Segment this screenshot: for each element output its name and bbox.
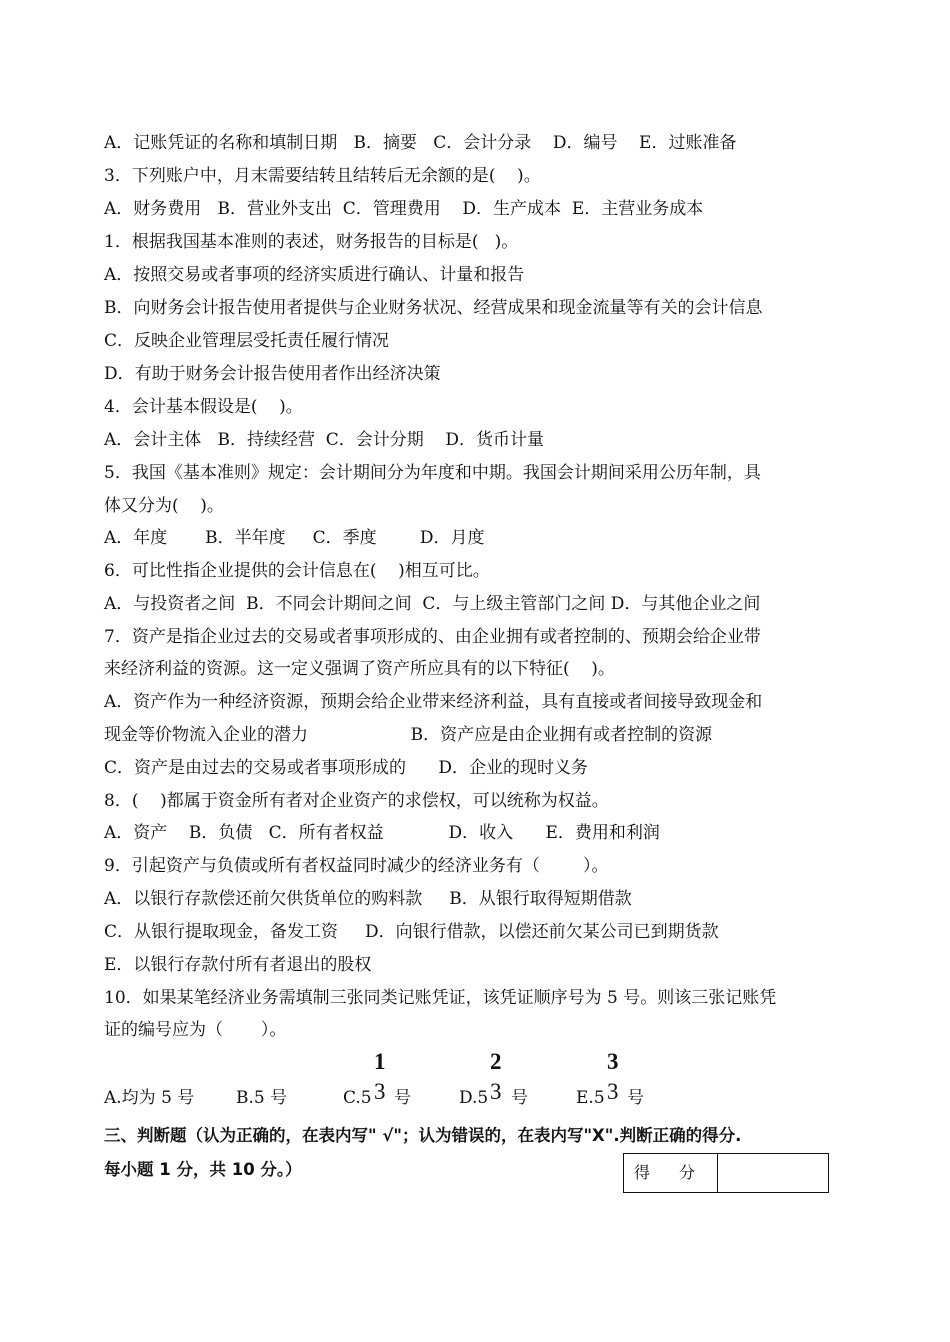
question-5-options: A．年度 B．半年度 C．季度 D．月度: [104, 528, 485, 548]
q10-option-b: B.5 号: [236, 1088, 288, 1108]
score-label: 得 分: [624, 1154, 718, 1192]
question-1: 1．根据我国基本准则的表述，财务报告的目标是( )。: [104, 232, 519, 252]
question-7-option-a: A．资产作为一种经济资源，预期会给企业带来经济利益，具有直接或者间接导致现金和: [104, 692, 763, 712]
question-9-option-c: C．从银行提取现金，备发工资 D．向银行借款，以偿还前欠某公司已到期货款: [104, 922, 719, 942]
question-9: 9．引起资产与负债或所有者权益同时减少的经济业务有（ ）。: [104, 856, 609, 876]
question-9-option-a: A．以银行存款偿还前欠供货单位的购料款 B．从银行取得短期借款: [104, 889, 632, 909]
question-6: 6．可比性指企业提供的会计信息在( )相互可比。: [104, 561, 490, 581]
text-line-1: A．记账凭证的名称和填制日期 B．摘要 C．会计分录 D．编号 E．过账准备: [104, 133, 737, 153]
q10-option-e-prefix: E.5: [576, 1088, 605, 1108]
question-7: 7．资产是指企业过去的交易或者事项形成的、由企业拥有或者控制的、预期会给企业带: [104, 627, 761, 647]
question-3-options: A．财务费用 B．营业外支出 C．管理费用 D．生产成本 E．主营业务成本: [104, 199, 704, 219]
q10-option-e-denominator: 3: [607, 1079, 619, 1104]
question-5-cont: 体又分为( )。: [104, 496, 224, 516]
section-3-subtitle: 每小题 1 分，共 10 分。）: [104, 1160, 302, 1179]
question-7-option-c: C．资产是由过去的交易或者事项形成的 D．企业的现时义务: [104, 758, 589, 778]
score-value-cell[interactable]: [718, 1154, 828, 1192]
q10-option-d-numerator: 2: [490, 1049, 502, 1074]
q10-option-c-prefix: C.5: [343, 1088, 372, 1108]
question-7-option-a-cont: 现金等价物流入企业的潜力 B．资产应是由企业拥有或者控制的资源: [104, 725, 713, 745]
question-4: 4．会计基本假设是( )。: [104, 397, 303, 417]
q10-option-a: A.均为 5 号: [104, 1088, 195, 1108]
question-5: 5．我国《基本准则》规定：会计期间分为年度和中期。我国会计期间采用公历年制，具: [104, 463, 761, 483]
question-4-options: A．会计主体 B．持续经营 C．会计分期 D．货币计量: [104, 430, 545, 450]
q10-option-c-denominator: 3: [374, 1079, 386, 1104]
q10-option-c-numerator: 1: [374, 1049, 386, 1074]
question-10-cont: 证的编号应为（ ）。: [104, 1020, 287, 1040]
question-1-option-c: C．反映企业管理层受托责任履行情况: [104, 331, 390, 351]
score-box: [623, 1153, 829, 1193]
question-8: 8．( )都属于资金所有者对企业资产的求偿权，可以统称为权益。: [104, 791, 609, 811]
q10-option-e-suffix: 号: [627, 1088, 644, 1108]
question-9-option-e: E．以银行存款付所有者退出的股权: [104, 955, 372, 975]
section-3-title: 三、判断题（认为正确的，在表内写" √"；认为错误的，在表内写"X".判断正确的得分.: [104, 1126, 742, 1145]
q10-option-d-suffix: 号: [511, 1088, 528, 1108]
question-8-options: A．资产 B．负债 C．所有者权益 D．收入 E．费用和利润: [104, 823, 660, 843]
q10-option-c-suffix: 号: [394, 1088, 411, 1108]
question-1-option-b: B．向财务会计报告使用者提供与企业财务状况、经营成果和现金流量等有关的会计信息: [104, 298, 763, 318]
q10-option-d-denominator: 3: [490, 1079, 502, 1104]
question-6-options: A．与投资者之间 B．不同会计期间之间 C．与上级主管部门之间 D．与其他企业之间: [104, 594, 761, 614]
question-7-cont: 来经济利益的资源。这一定义强调了资产所应具有的以下特征( )。: [104, 659, 615, 679]
q10-option-e-numerator: 3: [607, 1049, 619, 1074]
question-3: 3．下列账户中，月末需要结转且结转后无余额的是( )。: [104, 166, 541, 186]
question-10: 10．如果某笔经济业务需填制三张同类记账凭证，该凭证顺序号为 5 号。则该三张记账凭: [104, 988, 777, 1008]
q10-option-d-prefix: D.5: [459, 1088, 489, 1108]
question-1-option-d: D．有助于财务会计报告使用者作出经济决策: [104, 364, 441, 384]
question-1-option-a: A．按照交易或者事项的经济实质进行确认、计量和报告: [104, 265, 525, 285]
